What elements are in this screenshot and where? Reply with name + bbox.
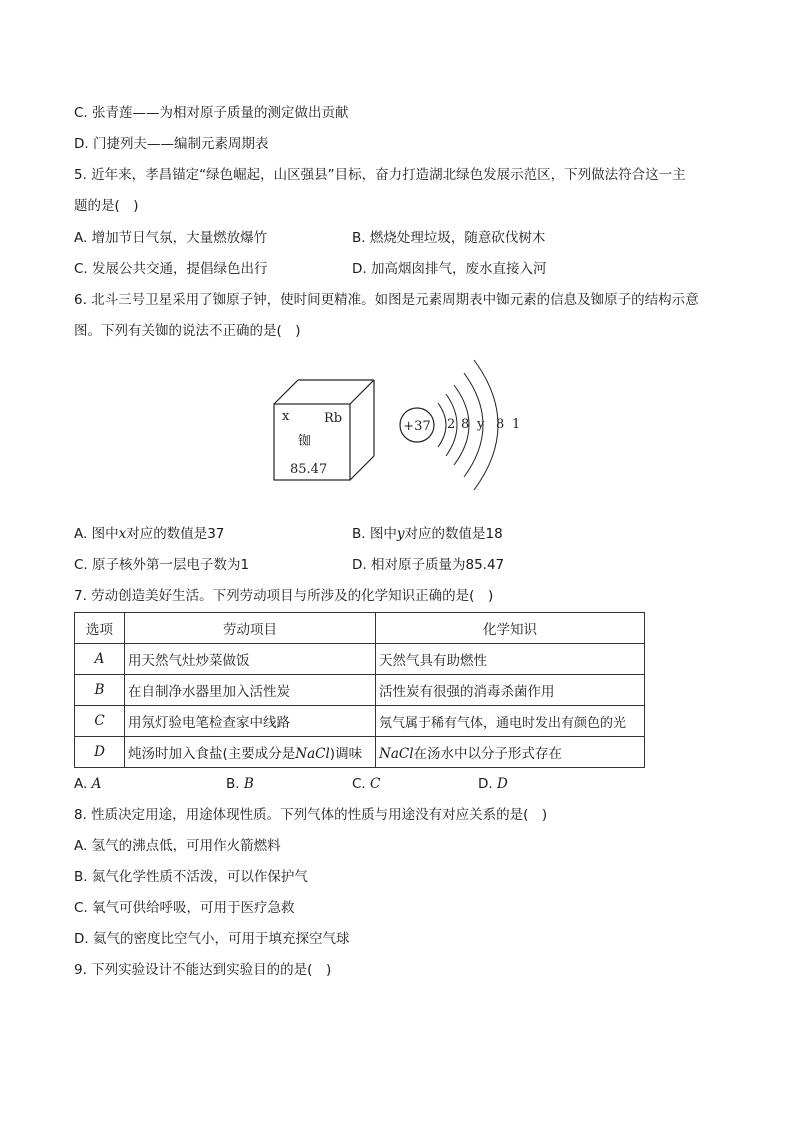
table-cell: 氖气属于稀有气体，通电时发出有颜色的光 xyxy=(376,706,645,737)
option-C: C. 氧气可供给呼吸，可用于医疗急救 xyxy=(74,900,295,916)
table-cell: 炖汤时加入食盐(主要成分是NaCl)调味 xyxy=(125,737,376,768)
question-text: 7. 劳动创造美好生活。下列劳动项目与所涉及的化学知识正确的是( ) xyxy=(74,588,494,604)
shell-electron-count: 1 xyxy=(512,417,521,432)
table-header-row xyxy=(75,613,645,644)
shell-electron-count: 8 xyxy=(461,417,470,432)
table-cell: 在自制净水器里加入活性炭 xyxy=(125,675,376,706)
question-text: 图。下列有关铷的说法不正确的是( ) xyxy=(74,323,301,339)
option-D: D. 相对原子质量为85.47 xyxy=(352,557,505,573)
table-header: 劳动项目 xyxy=(125,613,376,644)
option-A: A. 增加节日气氛，大量燃放爆竹 xyxy=(74,230,268,246)
shell-electron-count: y xyxy=(477,417,485,432)
option-C: C. 原子核外第一层电子数为1 xyxy=(74,557,250,573)
option-line: D. 门捷列夫——编制元素周期表 xyxy=(74,136,269,152)
table-cell: C xyxy=(75,706,125,737)
question-text: 9. 下列实验设计不能达到实验目的的是( ) xyxy=(74,962,332,978)
option-C: C. C xyxy=(352,776,381,792)
table-header: 化学知识 xyxy=(376,613,645,644)
option-B: B. 燃烧处理垃圾，随意砍伐树木 xyxy=(352,230,546,246)
option-A: A. 氢气的沸点低，可用作火箭燃料 xyxy=(74,838,281,854)
option-B: B. 图中y对应的数值是18 xyxy=(352,526,503,542)
table-header: 选项 xyxy=(75,613,125,644)
element-name: 铷 xyxy=(298,434,312,449)
table-row xyxy=(75,706,645,737)
option-A: A. 图中x对应的数值是37 xyxy=(74,526,225,542)
table-row xyxy=(75,737,645,768)
question-text: 8. 性质决定用途，用途体现性质。下列气体的性质与用途没有对应关系的是( ) xyxy=(74,807,548,823)
option-D: D. 加高烟囱排气，废水直接入河 xyxy=(352,261,547,277)
table-cell: 用天然气灶炒菜做饭 xyxy=(125,644,376,675)
table-cell: NaCl在汤水中以分子形式存在 xyxy=(376,737,645,768)
option-B: B. 氮气化学性质不活泼，可以作保护气 xyxy=(74,869,308,885)
atomic-mass: 85.47 xyxy=(290,462,328,477)
table-row xyxy=(75,675,645,706)
option-D: D. 氦气的密度比空气小，可用于填充探空气球 xyxy=(74,931,350,947)
atom-structure xyxy=(400,360,520,490)
shell-electron-count: 2 xyxy=(447,417,456,432)
atomic-number: x xyxy=(282,409,290,424)
option-B: B. B xyxy=(226,776,254,792)
question-text: 5. 近年来，孝昌锚定“绿色崛起，山区强县”目标，奋力打造湖北绿色发展示范区，下列做法符合这一主 xyxy=(74,167,686,183)
shell-electron-count: 8 xyxy=(496,417,505,432)
table-row xyxy=(75,644,645,675)
option-A: A. A xyxy=(74,776,102,792)
rubidium-figure xyxy=(270,340,530,490)
question-text: 题的是( ) xyxy=(74,198,139,214)
nuclear-charge: +37 xyxy=(403,419,431,434)
electron-shell-arc xyxy=(438,403,446,447)
table-cell: 活性炭有很强的消毒杀菌作用 xyxy=(376,675,645,706)
option-C: C. 发展公共交通，提倡绿色出行 xyxy=(74,261,268,277)
table-cell: 用氖灯验电笔检查家中线路 xyxy=(125,706,376,737)
table-cell: A xyxy=(75,644,125,675)
element-symbol: Rb xyxy=(324,411,343,426)
option-D: D. D xyxy=(478,776,508,792)
table-cell: B xyxy=(75,675,125,706)
table-cell: 天然气具有助燃性 xyxy=(376,644,645,675)
labor-table xyxy=(74,612,645,768)
table-cell: D xyxy=(75,737,125,768)
question-text: 6. 北斗三号卫星采用了铷原子钟，使时间更精准。如图是元素周期表中铷元素的信息及铷原子的结构示意 xyxy=(74,292,699,308)
option-line: C. 张青莲——为相对原子质量的测定做出贡献 xyxy=(74,105,349,121)
